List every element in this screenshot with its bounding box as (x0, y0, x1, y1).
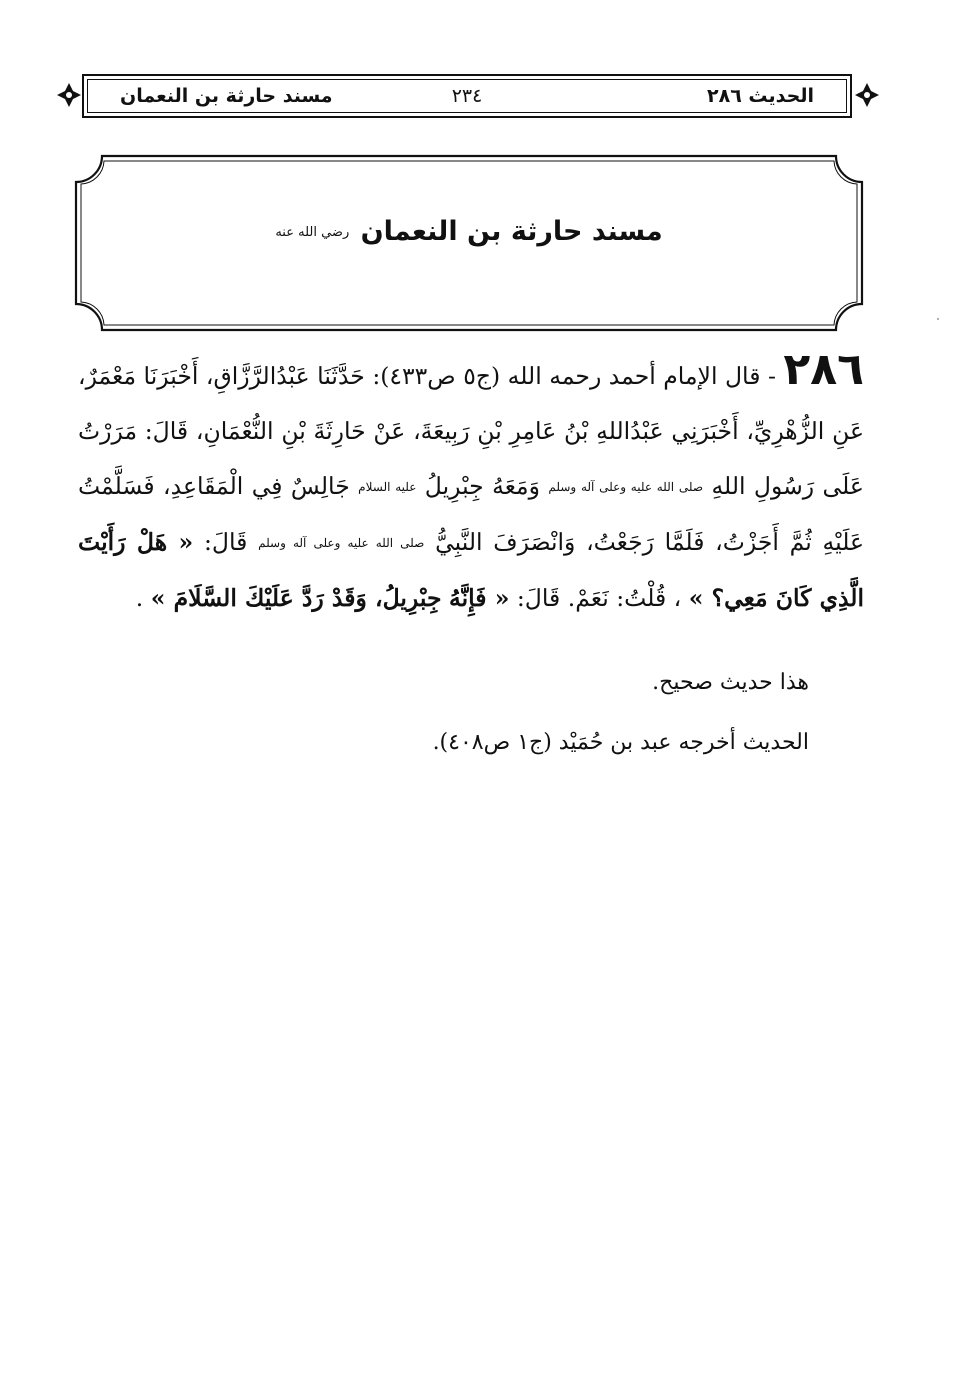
hadith-line-2: أَخْبَرَنَا مَعْمَرٌ، عَنِ الزُّهْرِيِّ، أَخْبَرَنِي عَبْدُاللهِ بْنُ عَامِرِ بْنِ رَبِيعَةَ، عَنْ (78, 362, 864, 445)
header-ornament-right (854, 82, 880, 108)
hadith-takhrij: الحديث أخرجه عبد بن حُمَيْد (ج١ ص٤٠٨). (432, 730, 809, 755)
header-hadith-number: الحديث ٢٨٦ (707, 85, 814, 107)
alayhi-salam-glyph: عليه السلام (358, 480, 417, 494)
hadith-number: ٢٨٦ (783, 344, 864, 395)
running-header (82, 74, 852, 118)
hadith-line-1: - قال الإمام أحمد رحمه الله (ج٥ ص٤٣٣): حَدَّثَنَا عَبْدُالرَّزَّاقِ، (205, 362, 776, 390)
header-ornament-left (56, 82, 82, 108)
hadith-line-3b: وَمَعَهُ جِبْرِيلُ (424, 472, 540, 500)
salawat-glyph-2: صلى الله عليه وعلى آله وسلم (258, 536, 425, 550)
chapter-title (74, 216, 864, 247)
hadith-grade: هذا حديث صحيح. (652, 670, 809, 695)
salawat-glyph: صلى الله عليه وعلى آله وسلم (548, 480, 704, 494)
chapter-title-text: مسند حارثة بن النعمان (360, 216, 663, 247)
chapter-title-frame (74, 154, 864, 332)
header-musnad-title: مسند حارثة بن النعمان (120, 85, 333, 107)
prophet-quote-1: « هَلْ رَأَيْتَ الَّذِي كَانَ مَعِي؟ » (78, 528, 864, 612)
hadith-line-6-end: . (135, 584, 144, 612)
honorific-glyph: رضي الله عنه (275, 225, 350, 240)
prophet-quote-2b: جِبْرِيلُ، وَقَدْ رَدَّ عَلَيْكَ السَّلَامَ » (150, 584, 442, 612)
hadith-line-3a: حَارِثَةَ بْنِ النُّعْمَانِ، قَالَ: مَرَرْتُ عَلَى رَسُولِ اللهِ (78, 417, 864, 500)
hadith-text (78, 342, 864, 626)
page-number: ٢٣٤ (451, 85, 483, 107)
hadith-line-5a: قَالَ: (203, 528, 248, 556)
prophet-quote-2a: « فَإِنَّهُ (449, 584, 510, 612)
hadith-line-5b: ، قُلْتُ: نَعَمْ. قَالَ: (516, 584, 682, 612)
margin-speck (937, 318, 939, 320)
hadith-line-4: جَالِسٌ فِي الْمَقَاعِدِ، فَسَلَّمْتُ عَلَيْهِ ثُمَّ أَجَزْتُ، فَلَمَّا رَجَعْتُ، وَانْصَرَفَ النَّبِيُّ (78, 472, 864, 556)
